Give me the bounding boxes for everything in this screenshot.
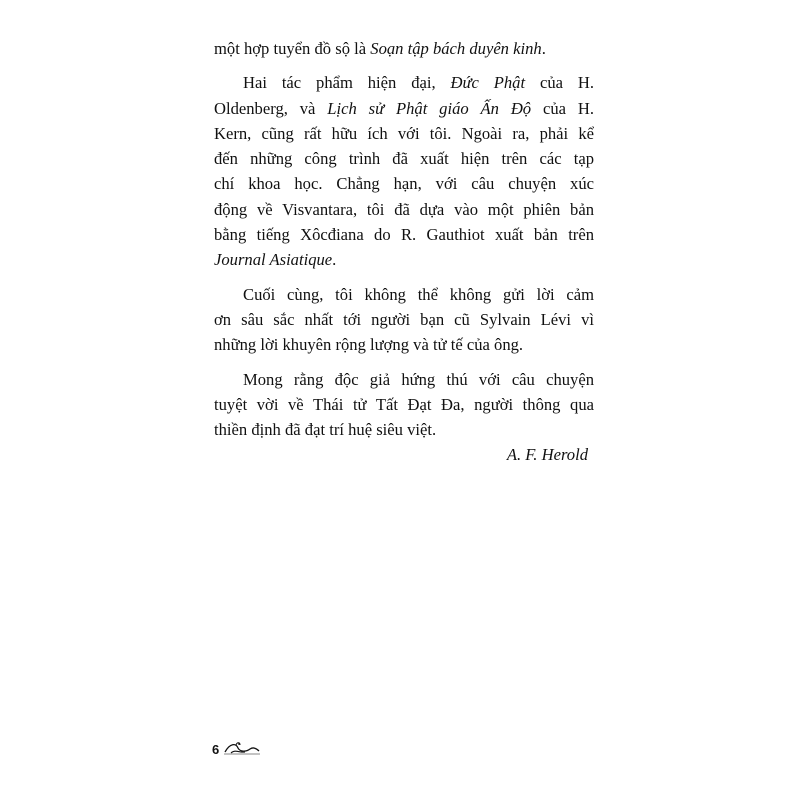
book-title: Soạn tập bách duyên kinh <box>370 39 542 58</box>
page-folio <box>212 738 262 756</box>
paragraph-gap <box>214 273 594 282</box>
paragraph-2-line-6: động về Visvantara, tôi đã dựa vào một phiên bản <box>214 199 594 219</box>
paragraph-2-line-5: chí khoa học. Chẳng hạn, với câu chuyện xúc <box>214 174 594 194</box>
text-run: của H. <box>531 98 594 118</box>
paragraph-gap <box>214 61 594 70</box>
paragraph-3-line-2: ơn sâu sắc nhất tới người bạn cũ Sylvain Lévi vì <box>214 309 594 329</box>
paragraph-4-line-2: tuyệt vời về Thái tử Tất Đạt Đa, người thông qua <box>214 394 594 414</box>
paragraph-4-line-1: Mong rằng độc giả hứng thú với câu chuyện <box>243 369 594 389</box>
author-signature: A. F. Herold <box>506 445 588 465</box>
book-title: Đức Phật <box>450 73 526 93</box>
paragraph-3-line-3: những lời khuyên rộng lượng và tử tế của ông. <box>214 335 524 355</box>
text-run: của H. <box>525 73 594 93</box>
page-number: 6 <box>212 742 220 757</box>
paragraph-gap <box>214 358 594 367</box>
paragraph-2-line-4: đến những công trình đã xuất hiện trên các tạp <box>214 149 594 169</box>
paragraph-2-line-7: bằng tiếng Xôcđiana do R. Gauthiot xuất bản trên <box>214 225 594 245</box>
text-run: . <box>541 39 546 58</box>
journal-title: Journal Asiatique <box>214 250 333 270</box>
paragraph-2-line-8 <box>214 247 594 272</box>
paragraph-3-line-1: Cuối cùng, tôi không thể không gửi lời cảm <box>243 284 594 304</box>
book-title: Lịch sử Phật giáo Ấn Độ <box>327 98 532 118</box>
text-run: . <box>332 250 337 270</box>
paragraph-1-line-1 <box>214 36 594 61</box>
paragraph-2-line-3: Kern, cũng rất hữu ích với tôi. Ngoài ra, phải kể <box>214 123 594 143</box>
body-text <box>214 36 594 468</box>
text-run: một hợp tuyển đồ sộ là <box>214 39 371 58</box>
paragraph-4-line-3: thiền định đã đạt trí huệ siêu việt. <box>214 420 437 440</box>
paragraph-2-line-2 <box>214 96 594 121</box>
swan-ornament-icon <box>222 740 262 756</box>
text-run: Oldenberg, và <box>214 98 328 118</box>
text-run: Hai tác phẩm hiện đại, <box>243 73 451 93</box>
paragraph-2-line-1 <box>214 70 594 95</box>
